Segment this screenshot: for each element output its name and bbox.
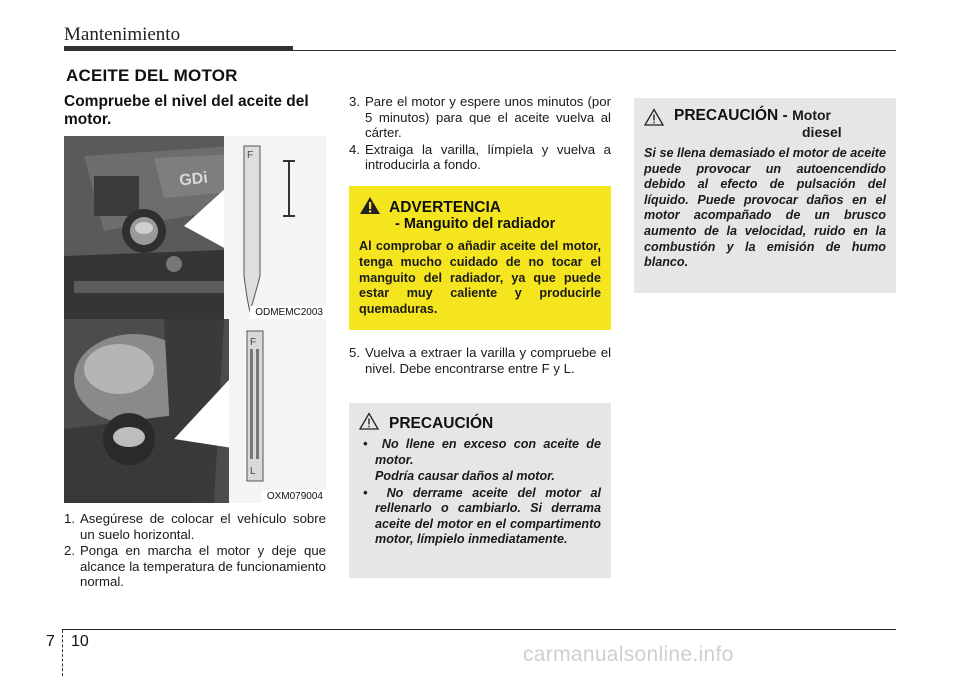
warning-subtitle: - Manguito del radiador <box>395 216 556 232</box>
warning-triangle-icon <box>359 196 381 215</box>
caution-diesel-title-suffix-1: Motor <box>792 107 832 123</box>
header-rule-thin <box>293 50 896 51</box>
footer-rule <box>62 629 896 630</box>
watermark-text: carmanualsonline.info <box>523 643 734 666</box>
caution-item: • No derrame aceite del motor al rellenarlo o cambiarlo. Si derrama aceite del motor en el compartimento motor, límpielo inmediatamente. <box>363 485 601 546</box>
step-text: Vuelva a extraer la varilla y compruebe el nivel. Debe encontrarse entre F y L. <box>365 345 611 376</box>
check-oil-heading: Compruebe el nivel del aceite del motor. <box>64 93 309 128</box>
caution-title: PRECAUCIÓN <box>389 415 494 432</box>
step-number: 1. <box>64 511 75 526</box>
svg-text:L: L <box>250 466 256 477</box>
caution-diesel-title: PRECAUCIÓN - <box>674 107 788 124</box>
caution-diesel-title-block <box>674 107 842 140</box>
step-number: 4. <box>349 141 360 157</box>
step-number: 5. <box>349 345 360 360</box>
footer-separator <box>62 630 63 676</box>
caution-list <box>359 437 601 548</box>
caution-diesel-title-row <box>644 107 886 140</box>
section-title: ACEITE DEL MOTOR <box>66 66 238 85</box>
image-a-code: ODMEMC2003 <box>250 306 326 319</box>
step-text: Ponga en marcha el motor y deje que alcance la temperatura de funcionamiento normal. <box>80 543 326 589</box>
svg-text:GDi: GDi <box>178 169 209 190</box>
page-number: 10 <box>71 633 89 650</box>
steps-list-col1 <box>64 511 326 591</box>
header-rule-thick <box>64 46 293 51</box>
step-text: Asegúrese de colocar el vehículo sobre un suelo horizontal. <box>80 511 326 542</box>
engine-illustration-b <box>64 319 326 503</box>
caution-item-subtext: Podría causar daños al motor. <box>375 469 555 483</box>
chapter-header-title: Mantenimiento <box>64 24 181 45</box>
chapter-number: 7 <box>46 633 55 650</box>
caution-item: • No llene en exceso con aceite de motor. Podría causar daños al motor. <box>363 437 601 483</box>
caution-triangle-icon <box>359 412 379 430</box>
step-item <box>349 345 611 376</box>
svg-text:F: F <box>247 150 254 161</box>
warning-box-radiator-hose <box>349 186 611 330</box>
svg-text:F: F <box>250 337 257 348</box>
warning-title: ADVERTENCIA <box>389 199 501 216</box>
caution-box-oil <box>349 403 611 578</box>
warning-body: Al comprobar o añadir aceite del motor, tenga mucho cuidado de no tocar el manguito del radiador, ya que puede estar muy caliente y producirle quemaduras. <box>359 239 601 317</box>
steps-list-col2-top <box>349 94 611 174</box>
engine-photo-type-a <box>64 136 326 319</box>
step-number: 2. <box>64 543 75 558</box>
caution-item-text: No derrame aceite del motor al rellenarlo o cambiarlo. Si derrama aceite del motor en el compartimento motor, límpielo inmediatamente. <box>375 485 601 546</box>
step-item <box>349 142 611 173</box>
caution-triangle-icon <box>644 108 664 126</box>
step-item <box>349 94 611 141</box>
step-item <box>64 511 326 542</box>
step-text: Pare el motor y espere unos minutos (por 5 minutos) para que el aceite vuelva al cárter. <box>365 94 611 140</box>
caution-box-diesel <box>634 98 896 293</box>
step-text: Extraiga la varilla, límpiela y vuelva a introducirla a fondo. <box>365 141 611 172</box>
step-number: 3. <box>349 94 360 109</box>
engine-illustration-a <box>64 136 326 319</box>
steps-list-col2-bottom <box>349 345 611 377</box>
caution-item-text: No llene en exceso con aceite de motor. <box>375 437 601 467</box>
engine-photo-type-b <box>64 319 326 503</box>
caution-title-row <box>359 412 601 433</box>
warning-title-row <box>359 196 601 216</box>
caution-diesel-body: Si se llena demasiado el motor de aceite puede provocar un autoencendido debido al efecto de pulsación del líquido. Puede provocar daños en el motor acompañado de un brusco aumento de la velocidad, ruido en la combustión y la emisión de humo blanco. <box>644 146 886 270</box>
image-b-code: OXM079004 <box>262 490 326 503</box>
step-item <box>64 543 326 590</box>
caution-diesel-title-suffix-2: diesel <box>802 124 842 140</box>
